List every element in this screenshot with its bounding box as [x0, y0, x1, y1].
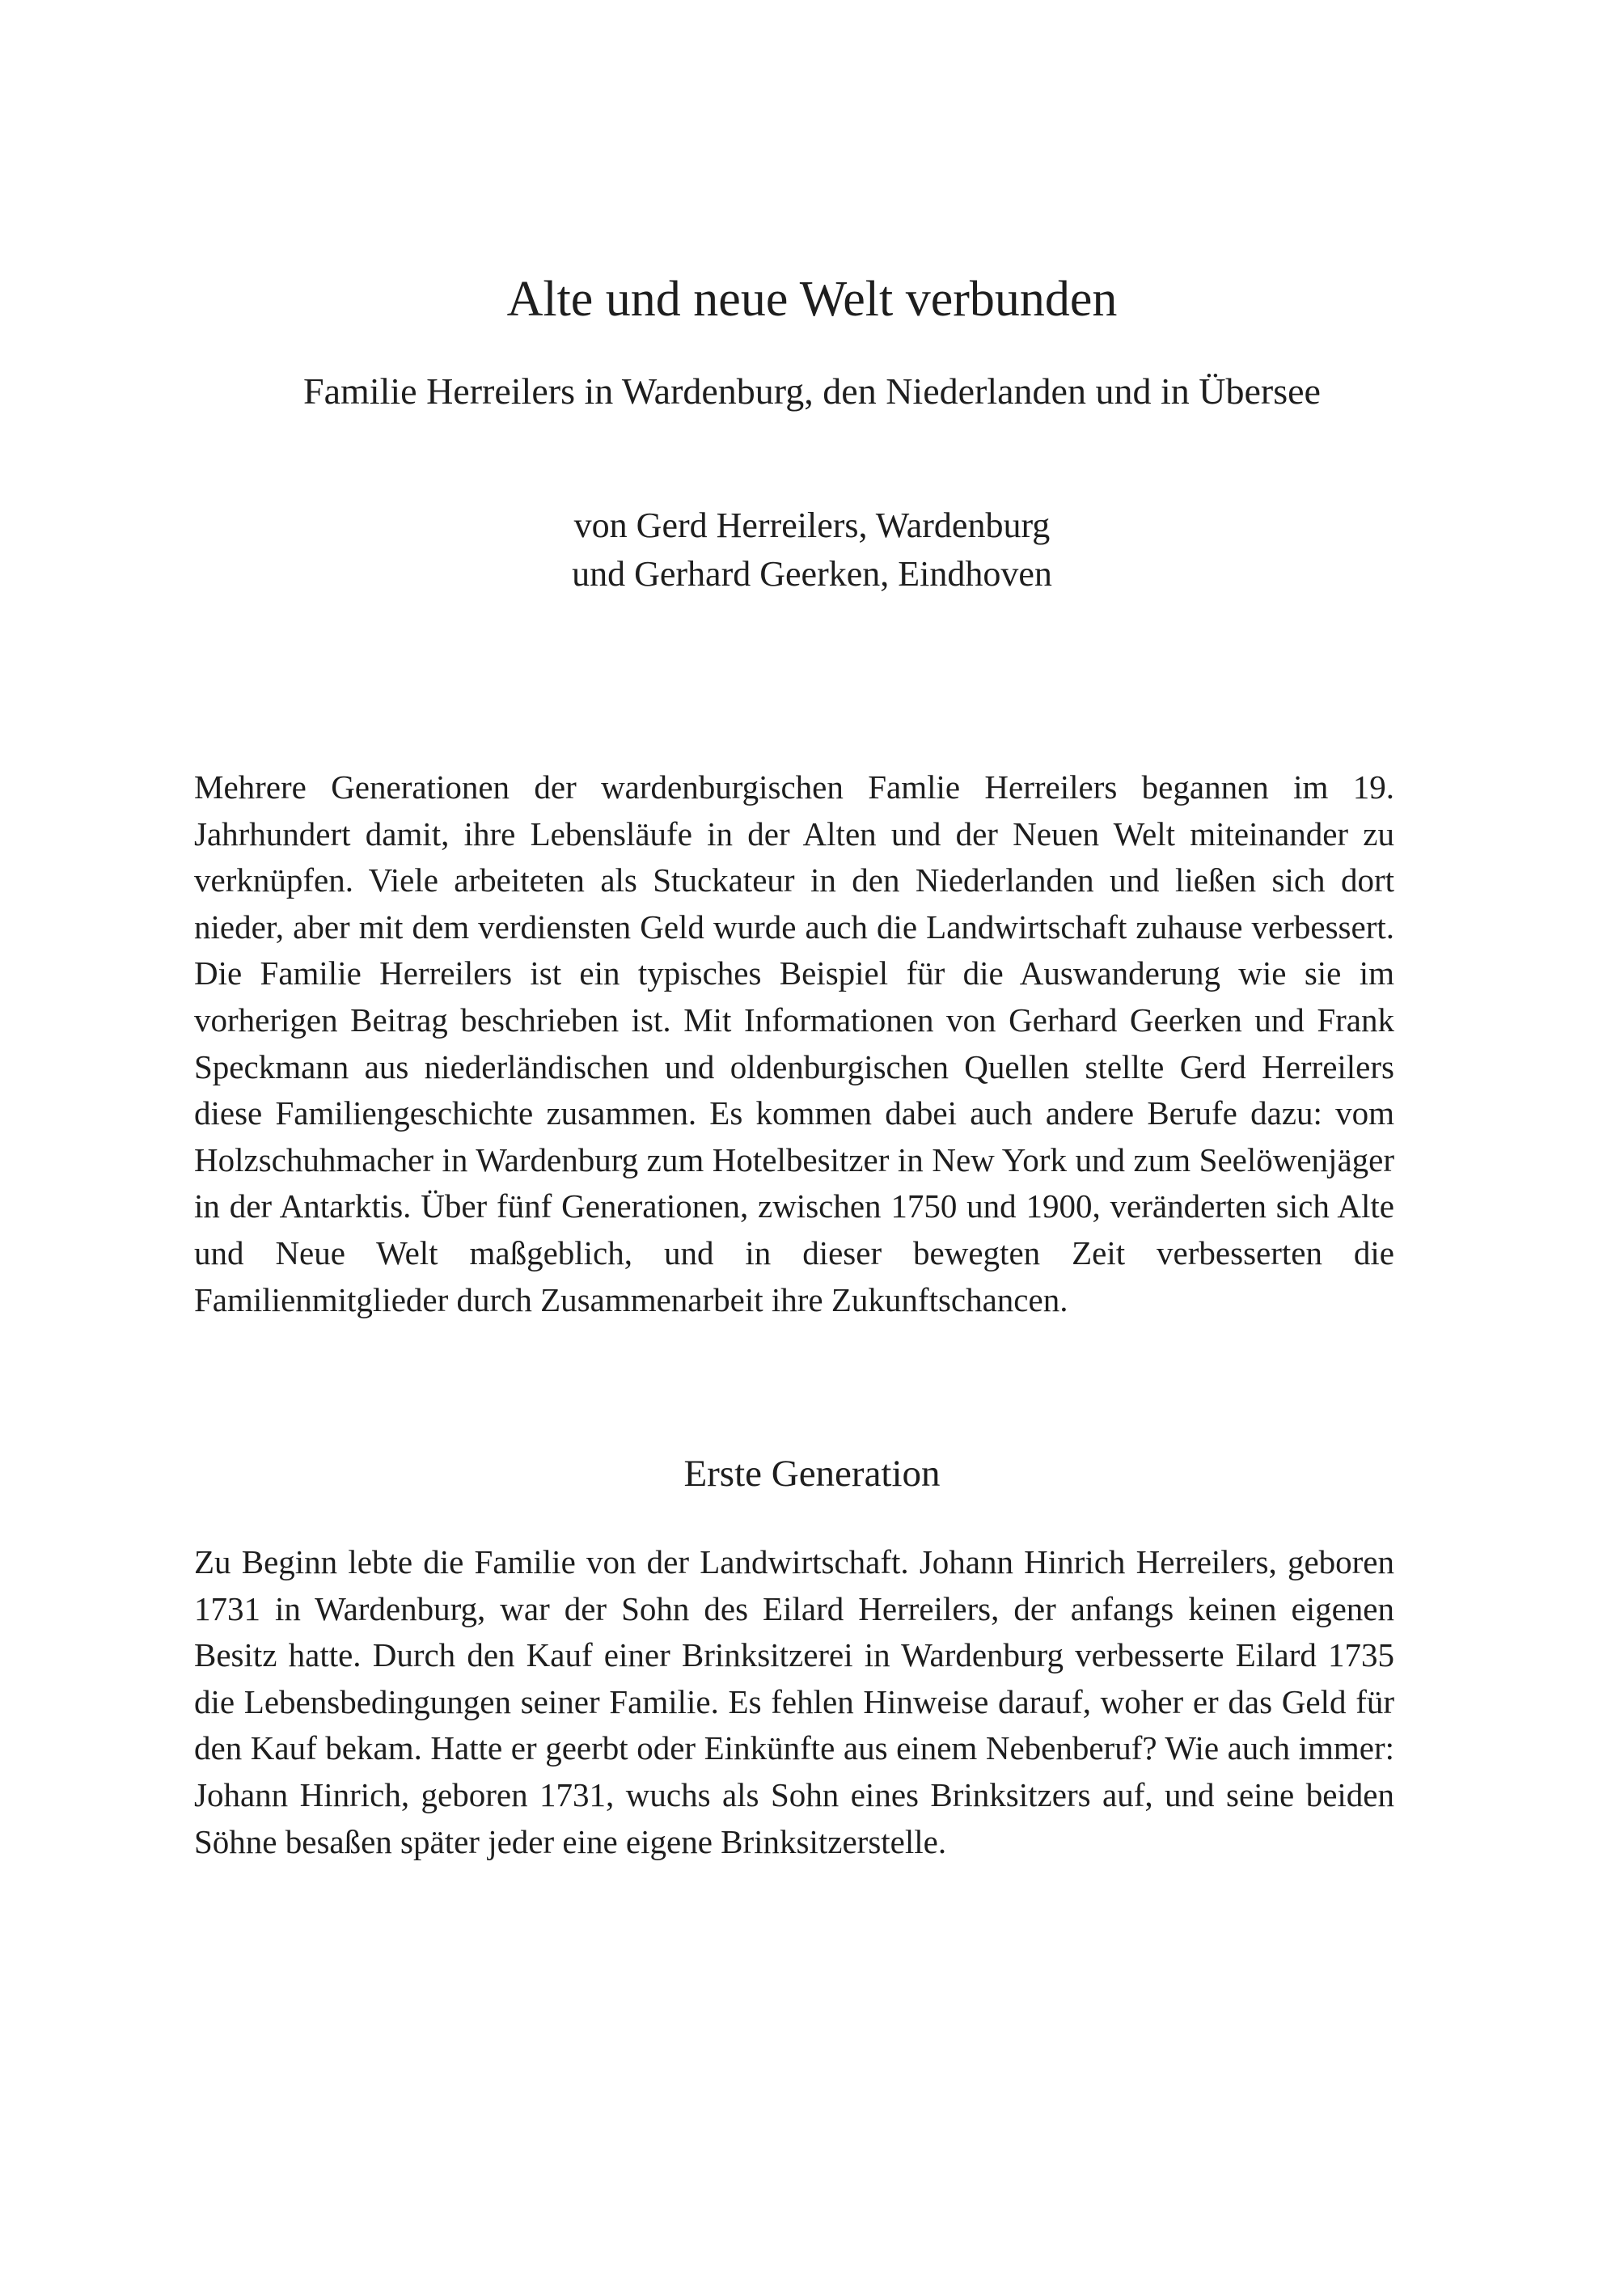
author-line-2: und Gerhard Geerken, Eindhoven: [572, 554, 1052, 594]
author-line-1: von Gerd Herreilers, Wardenburg: [573, 506, 1051, 545]
page-title: Alte und neue Welt verbunden: [506, 272, 1118, 327]
author-block: [0, 501, 1624, 599]
page-subtitle: Familie Herreilers in Wardenburg, den Niederlanden und in Übersee: [303, 370, 1321, 412]
section-paragraph: Zu Beginn lebte die Familie von der Landwirtschaft. Johann Hinrich Herreilers, geboren 1731 in Wardenburg, war der Sohn des Eilard Herreilers, der anfangs keinen eigenen Besitz hatte. Durch den Kauf einer Brinksitzerei in Wardenburg verbesserte Eilard 1735 die Lebensbedingungen seiner Familie. Es fehlen Hinweise darauf, woher er das Geld für den Kauf bekam. Hatte er geerbt oder Einkünfte aus einem Nebenberuf? Wie auch immer: Johann Hinrich, geboren 1731, wuchs als Sohn eines Brinksitzers auf, und seine beiden Söhne besaßen später jeder eine eigene Brinksitzerstelle.: [194, 1543, 1394, 1860]
section-heading: Erste Generation: [683, 1453, 941, 1495]
intro-paragraph: Mehrere Generationen der wardenburgischen Famlie Herreilers begannen im 19. Jahrhundert damit, ihre Lebensläufe in der Alten und der Neuen Welt miteinander zu verknüpfen. Viele arbeiteten als Stuckateur in den Niederlanden und ließen sich dort nieder, aber mit dem verdiensten Geld wurde auch die Landwirtschaft zuhause verbessert. Die Familie Herreilers ist ein typisches Beispiel für die Auswanderung wie sie im vorherigen Beitrag beschrieben ist. Mit Informationen von Gerhard Geerken und Frank Speckmann aus niederländischen und oldenburgischen Quellen stellte Gerd Herreilers diese Familiengeschichte zusammen. Es kommen dabei auch andere Berufe dazu: vom Holzschuhmacher in Wardenburg zum Hotelbesitzer in New York und zum Seelöwenjäger in der Antarktis. Über fünf Generationen, zwischen 1750 und 1900, veränderten sich Alte und Neue Welt maßgeblich, und in dieser bewegten Zeit verbesserten die Familienmitglieder durch Zusammenarbeit ihre Zukunftschancen.: [194, 768, 1394, 1318]
